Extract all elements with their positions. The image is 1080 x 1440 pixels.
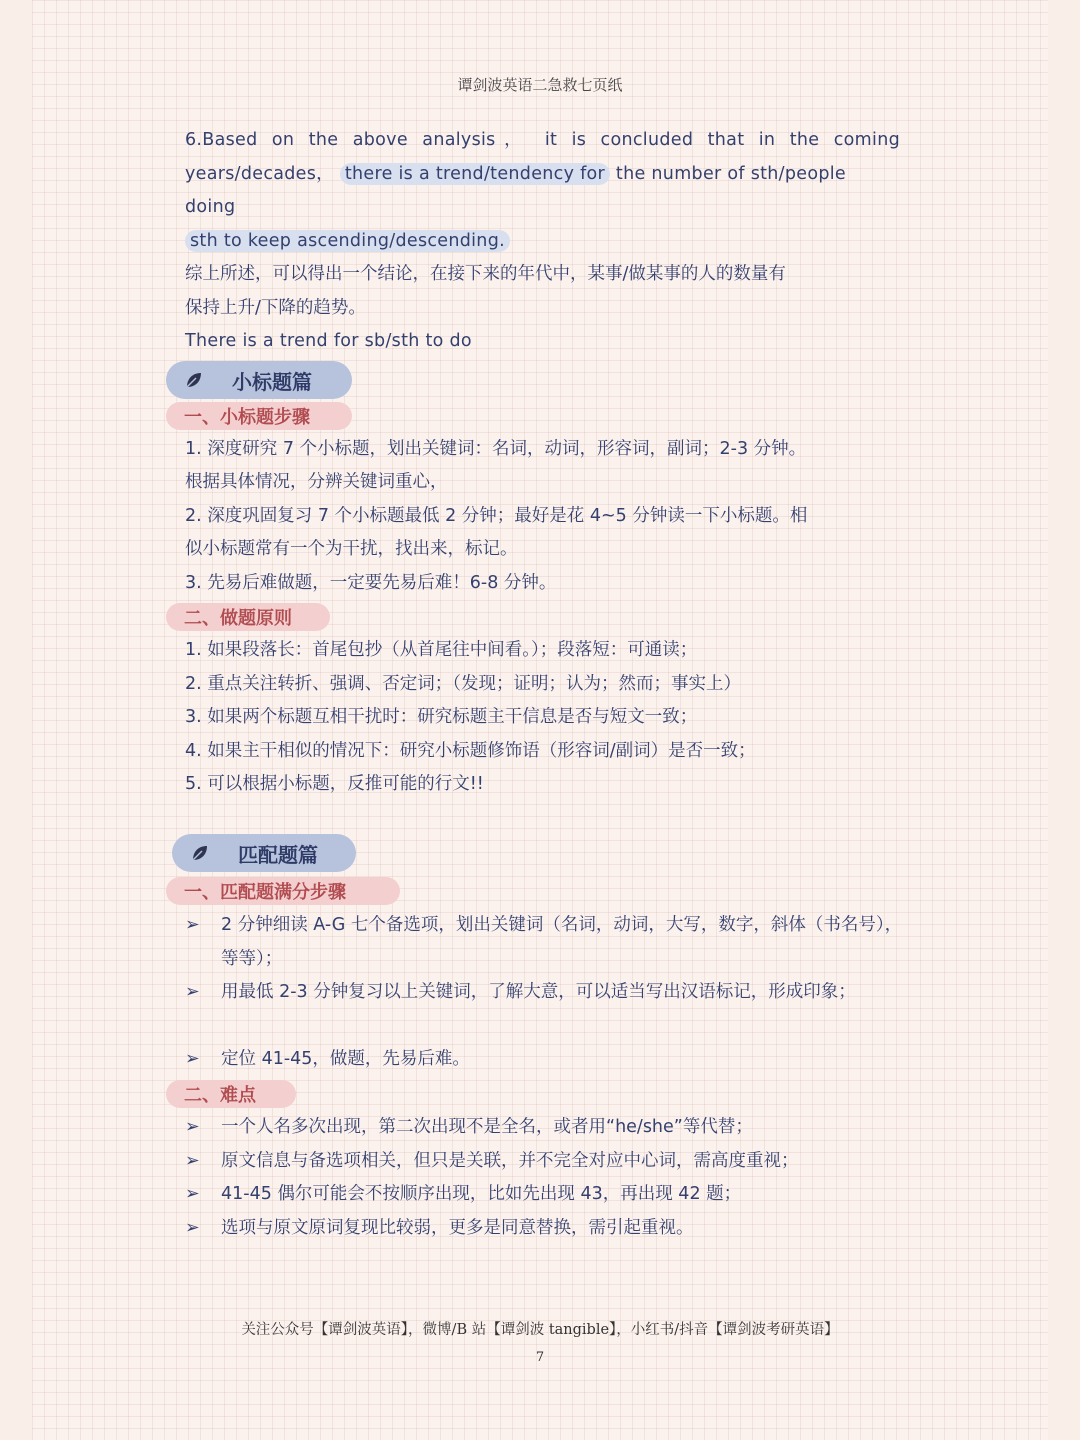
subsection-title: 二、难点: [184, 1085, 256, 1106]
matching-step-1: [185, 909, 910, 976]
analysis-en-years: years/decades，: [185, 163, 334, 184]
arrow-bullet-icon: ➢: [185, 1049, 200, 1069]
subsection-header-difficulties: [166, 1080, 296, 1108]
subsection-title: 一、小标题步骤: [184, 407, 310, 428]
analysis-en-line-1: 6.Based on the above analysis， it is concluded that in the coming: [185, 130, 900, 150]
section-header-subheadings: [166, 361, 352, 399]
step-line-3: 2. 深度巩固复习 7 个小标题最低 2 分钟；最好是花 4~5 分钟读一下小标题。相: [185, 506, 808, 526]
page-number: 7: [535, 1350, 545, 1365]
analysis-en-line-3: [185, 225, 900, 259]
difficulty-text: 选项与原文原词复现比较弱，更多是同意替换，需引起重视。: [221, 1218, 694, 1238]
analysis-cn-line-2: 保持上升/下降的趋势。: [185, 297, 366, 318]
analysis-en-rest: the number of sth/people doing: [185, 163, 846, 217]
step-line-4: 似小标题常有一个为干扰，找出来，标记。: [185, 539, 518, 559]
step-line-1: 1. 深度研究 7 个小标题，划出关键词：名词，动词，形容词，副词；2-3 分钟。: [185, 439, 807, 459]
matching-step-2: [185, 976, 910, 1010]
section-header-matching: [172, 834, 356, 872]
principle-line-5: 5. 可以根据小标题，反推可能的行文!!: [185, 774, 484, 794]
principle-line-3: 3. 如果两个标题互相干扰时：研究标题主干信息是否与短文一致；: [185, 707, 698, 727]
arrow-bullet-icon: ➢: [185, 982, 200, 1002]
matching-step-text: 用最低 2-3 分钟复习以上关键词，了解大意，可以适当写出汉语标记，形成印象；: [221, 982, 856, 1002]
subsection-header-principles: [166, 603, 330, 631]
analysis-cn-line-1: 综上所述，可以得出一个结论，在接下来的年代中，某事/做某事的人的数量有: [185, 264, 786, 284]
analysis-en-highlight-3: sth to keep ascending/descending.: [185, 230, 510, 252]
difficulty-3: [185, 1178, 910, 1212]
leaf-icon: [184, 370, 204, 390]
principle-line-4: 4. 如果主干相似的情况下：研究小标题修饰语（形容词/副词）是否一致；: [185, 741, 756, 761]
leaf-icon: [190, 843, 210, 863]
arrow-bullet-icon: ➢: [185, 1151, 200, 1171]
analysis-en-highlight: there is a trend/tendency for: [340, 163, 610, 185]
difficulty-text: 一个人名多次出现，第二次出现不是全名，或者用“he/she”等代替；: [221, 1117, 753, 1137]
page-header-title: 谭剑波英语二急救七页纸: [457, 76, 623, 94]
principle-line-1: 1. 如果段落长：首尾包抄（从首尾往中间看。）；段落短：可通读；: [185, 640, 698, 660]
analysis-en-line-2: [185, 158, 900, 225]
arrow-bullet-icon: ➢: [185, 1184, 200, 1204]
subsection-title: 二、做题原则: [184, 608, 292, 629]
step-line-2: 根据具体情况，分辨关键词重心，: [185, 472, 448, 492]
matching-step-text: 定位 41-45，做题，先易后难。: [221, 1049, 470, 1069]
difficulty-2: [185, 1145, 910, 1179]
subsection-header-steps: [166, 402, 352, 430]
analysis-paragraph: [185, 124, 900, 359]
subsection-title: 一、匹配题满分步骤: [184, 882, 346, 903]
footer-social-links: 关注公众号【谭剑波英语】，微博/B 站【谭剑波 tangible】，小红书/抖音【谭剑波考研英语】: [241, 1322, 839, 1338]
difficulty-4: [185, 1212, 910, 1246]
matching-step-3: [185, 1043, 910, 1077]
matching-step-text: 2 分钟细读 A-G 七个备选项，划出关键词（名词，动词，大写，数字，斜体（书名号），等等）；: [221, 915, 903, 969]
step-line-5: 3. 先易后难做题，一定要先易后难！6-8 分钟。: [185, 573, 557, 593]
arrow-bullet-icon: ➢: [185, 1218, 200, 1238]
difficulty-1: [185, 1111, 910, 1145]
difficulty-text: 41-45 偶尔可能会不按顺序出现，比如先出现 43，再出现 42 题；: [221, 1184, 742, 1204]
subsection-header-full-score-steps: [166, 877, 400, 905]
section-title: 匹配题篇: [238, 842, 318, 867]
difficulty-text: 原文信息与备选项相关，但只是关联，并不完全对应中心词，需高度重视；: [221, 1151, 799, 1171]
section-title: 小标题篇: [232, 369, 312, 394]
principle-line-2: 2. 重点关注转折、强调、否定词；（发现；证明；认为；然而；事实上）: [185, 674, 742, 694]
analysis-pattern: There is a trend for sb/sth to do: [185, 331, 472, 351]
arrow-bullet-icon: ➢: [185, 915, 200, 935]
arrow-bullet-icon: ➢: [185, 1117, 200, 1137]
